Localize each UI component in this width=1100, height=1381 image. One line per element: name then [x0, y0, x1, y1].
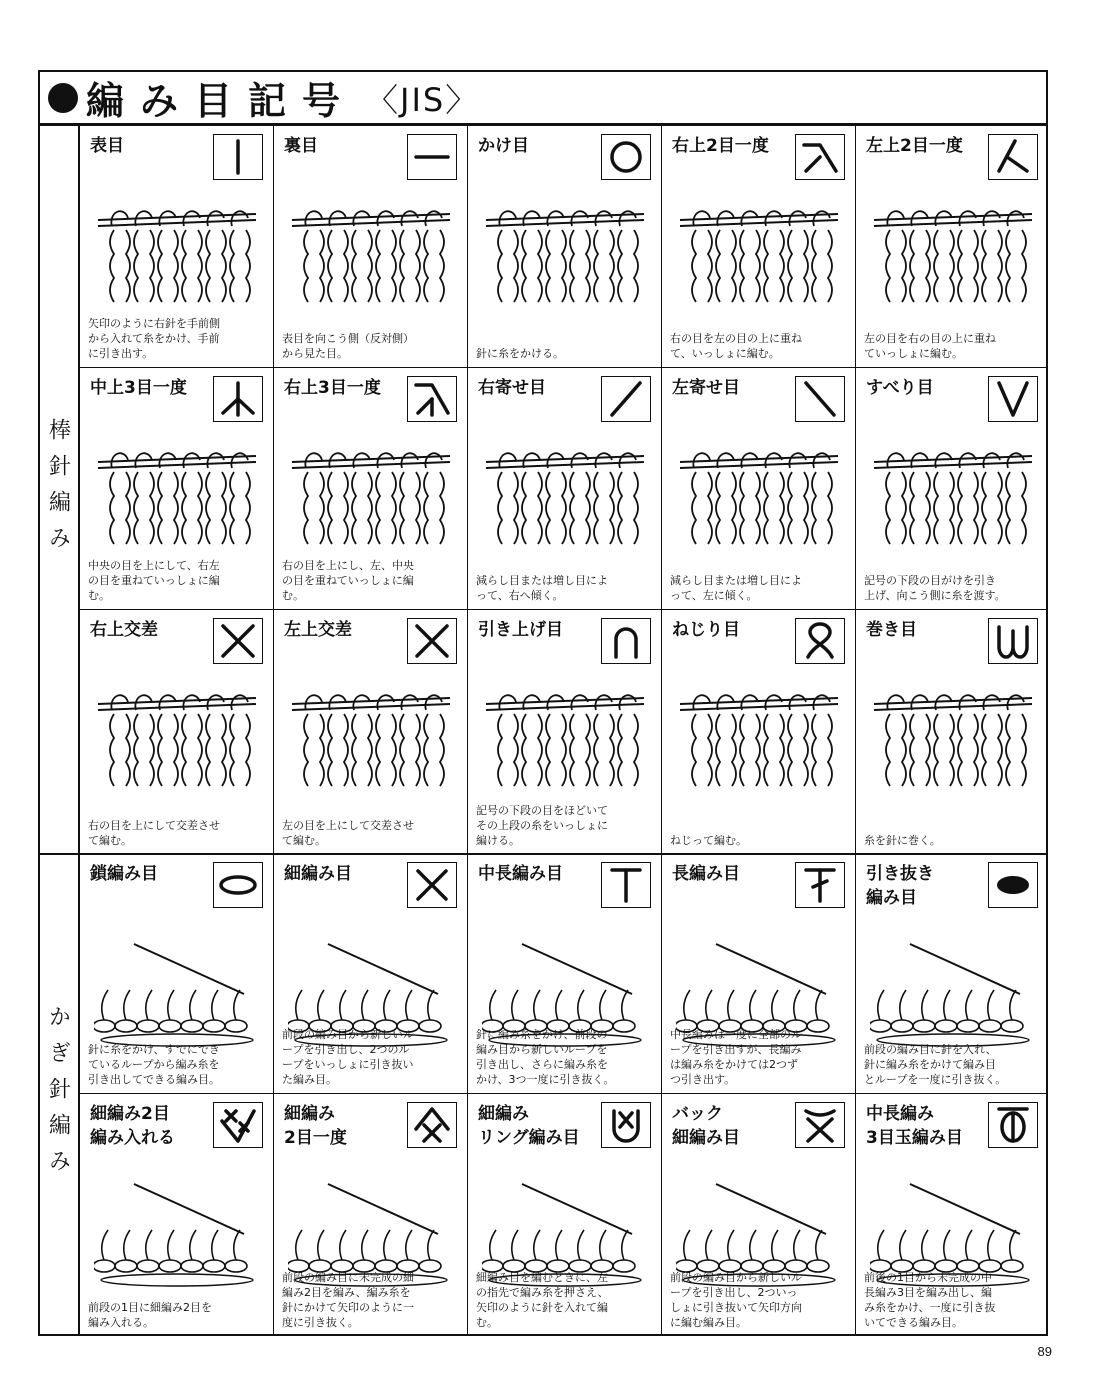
center-k3tog-symbol-icon	[213, 376, 263, 422]
stitch-cell	[468, 1094, 662, 1336]
section-crochet	[38, 854, 80, 1336]
stitch-name: 中長編み 3目玉編み目	[866, 1104, 963, 1148]
stitch-illustration	[482, 674, 648, 790]
stitch-cell	[662, 1094, 856, 1336]
stitch-illustration	[94, 934, 260, 1050]
stitch-description: 左の目を右の目の上に重ね ていっしょに編む。	[864, 332, 996, 360]
stitch-description: 右の目を上にし、左、中央 の目を重ねていっしょに編 む。	[282, 559, 414, 602]
stitch-cell	[274, 610, 468, 854]
stitch-name: 中長編み目	[478, 864, 563, 884]
stitch-name: 左寄せ目	[672, 378, 740, 398]
right-k2tog-symbol-icon	[795, 134, 845, 180]
stitch-cell	[274, 1094, 468, 1336]
section-label: かぎ針編み	[45, 1005, 71, 1185]
stitch-description: 細編み目を編むときに、左 の指先で編み糸を押さえ、 矢印のように針を入れて編 む。	[476, 1271, 609, 1329]
stitch-cell	[468, 368, 662, 610]
stitch-cell	[662, 854, 856, 1094]
stitch-name: 長編み目	[672, 864, 740, 884]
stitch-name: 左上2目一度	[866, 136, 963, 156]
stitch-description: 記号の下段の目がけを引き 上げ、向こう側に糸を渡す。	[864, 574, 1006, 602]
stitch-illustration	[482, 432, 648, 548]
stitch-name: 鎖編み目	[90, 864, 158, 884]
stitch-description: 針に編み糸をかけ、前段の 編み目から新しいループを 引き出し、さらに編み糸を かけ、3つ一度に引き抜く。	[476, 1028, 615, 1086]
stitch-cell	[468, 854, 662, 1094]
stitch-description: 矢印のように右針を手前側 から入れて糸をかけ、手前 に引き出す。	[88, 317, 220, 360]
stitch-cell	[856, 1094, 1048, 1336]
stitch-cell	[856, 368, 1048, 610]
stitch-cell	[468, 126, 662, 368]
stitch-illustration	[870, 934, 1036, 1050]
stitch-name: 右寄せ目	[478, 378, 546, 398]
reverse-sc-symbol-icon	[795, 1102, 845, 1148]
stitch-cell	[468, 610, 662, 854]
stitch-description: 前段の編み目から新しいル ープを引き出し、2つのル ープをいっしょに引き抜い た編み目。	[282, 1028, 414, 1086]
stitch-name: 巻き目	[866, 620, 917, 640]
stitch-illustration	[676, 190, 842, 306]
stitch-description: 左の目を上にして交差させ て編む。	[282, 819, 414, 847]
stitch-description: 中央の目を上にして、右左 の目を重ねていっしょに編 む。	[88, 559, 220, 602]
stitch-description: 前段の編み目から新しいル ープを引き出し、2ついっ しょに引き抜いて矢印方向 に編む編み目。	[670, 1271, 802, 1329]
stitch-name: すべり目	[866, 378, 934, 398]
stitch-illustration	[94, 190, 260, 306]
tuck-symbol-icon	[601, 618, 651, 664]
sc-increase-symbol-icon	[213, 1102, 263, 1148]
page-title: 編み目記号	[86, 79, 357, 123]
stitch-description: 右の目を左の目の上に重ね て、いっしょに編む。	[670, 332, 802, 360]
stitch-name: 細編み 2目一度	[284, 1104, 347, 1148]
stitch-illustration	[676, 674, 842, 790]
stitch-illustration	[288, 674, 454, 790]
stitch-description: 針に糸をかけ、すでにでき ているループから編み糸を 引き出してできる編み目。	[88, 1043, 220, 1086]
page-number: 89	[1037, 1344, 1052, 1359]
stitch-illustration	[870, 674, 1036, 790]
stitch-illustration	[94, 432, 260, 548]
stitch-cell	[80, 854, 274, 1094]
stitch-cell	[274, 126, 468, 368]
stitch-illustration	[870, 432, 1036, 548]
stitch-illustration	[94, 1174, 260, 1290]
stitch-name: 右上交差	[90, 620, 158, 640]
bullet-icon	[48, 83, 78, 113]
double-crochet-symbol-icon	[795, 862, 845, 908]
stitch-name: 細編み2目 編み入れる	[90, 1104, 175, 1148]
puff-stitch-symbol-icon	[988, 1102, 1038, 1148]
stitch-name: かけ目	[478, 136, 529, 156]
loop-stitch-symbol-icon	[601, 1102, 651, 1148]
stitch-cell	[80, 610, 274, 854]
stitch-name: 引き上げ目	[478, 620, 563, 640]
stitch-cell	[856, 610, 1048, 854]
right-k3tog-symbol-icon	[407, 376, 457, 422]
stitch-description: 右の目を上にして交差させ て編む。	[88, 819, 220, 847]
stitch-name: 細編み目	[284, 864, 352, 884]
stitch-name: 右上2目一度	[672, 136, 769, 156]
stitch-cell	[662, 610, 856, 854]
slip-stitch-symbol-icon	[988, 862, 1038, 908]
stitch-description: 減らし目または増し目によ って、右へ傾く。	[476, 574, 608, 602]
yarn-over-symbol-icon	[601, 134, 651, 180]
slip-symbol-icon	[988, 376, 1038, 422]
single-crochet-symbol-icon	[407, 862, 457, 908]
stitch-description: ねじって編む。	[670, 834, 747, 847]
sc-decrease-symbol-icon	[407, 1102, 457, 1148]
stitch-name: 表目	[90, 136, 124, 156]
right-lean-symbol-icon	[601, 376, 651, 422]
section-label: 棒針編み	[45, 418, 71, 562]
half-double-symbol-icon	[601, 862, 651, 908]
stitch-cell	[662, 126, 856, 368]
stitch-description: 中長編みは一度に全部のル ープを引き出すが、長編み は編み糸をかけては2つず つ引き出す。	[670, 1028, 802, 1086]
knit-symbol-icon	[213, 134, 263, 180]
stitch-description: 前段の1目に細編み2目を 編み入れる。	[88, 1301, 212, 1329]
stitch-cell	[80, 368, 274, 610]
stitch-name: 左上交差	[284, 620, 352, 640]
stitch-cell	[856, 126, 1048, 368]
stitch-name: 中上3目一度	[90, 378, 187, 398]
chain-symbol-icon	[213, 862, 263, 908]
title-suffix: 〈JIS〉	[366, 80, 480, 119]
purl-symbol-icon	[407, 134, 457, 180]
twist-symbol-icon	[795, 618, 845, 664]
stitch-description: 前段の編み目に針を入れ、 針に編み糸をかけて編み目 とループを一度に引き抜く。	[864, 1043, 1007, 1086]
stitch-description: 糸を針に巻く。	[864, 834, 941, 847]
stitch-description: 表目を向こう側（反対側） から見た目。	[282, 332, 414, 360]
stitch-name: 引き抜き 編み目	[866, 864, 934, 908]
stitch-name: バック 細編み目	[672, 1104, 740, 1148]
stitch-description: 減らし目または増し目によ って、左に傾く。	[670, 574, 802, 602]
stitch-cell	[856, 854, 1048, 1094]
stitch-illustration	[288, 432, 454, 548]
stitch-cell	[274, 854, 468, 1094]
stitch-description: 針に糸をかける。	[476, 347, 564, 360]
right-cross-symbol-icon	[213, 618, 263, 664]
stitch-description: 前段の編み目に未完成の細 編み2目を編み、編み糸を 針にかけて矢印のように一 度に引き抜く。	[282, 1271, 414, 1329]
title-bar	[38, 70, 1048, 126]
left-k2tog-symbol-icon	[988, 134, 1038, 180]
stitch-illustration	[94, 674, 260, 790]
stitch-name: 右上3目一度	[284, 378, 381, 398]
stitch-cell	[80, 1094, 274, 1336]
stitch-illustration	[482, 190, 648, 306]
stitch-cell	[662, 368, 856, 610]
left-lean-symbol-icon	[795, 376, 845, 422]
left-cross-symbol-icon	[407, 618, 457, 664]
stitch-name: 細編み リング編み目	[478, 1104, 580, 1148]
stitch-illustration	[288, 190, 454, 306]
section-knitting	[38, 126, 80, 854]
stitch-cell	[274, 368, 468, 610]
stitch-name: ねじり目	[672, 620, 740, 640]
stitch-cell	[80, 126, 274, 368]
stitch-description: 記号の下段の目をほどいて その上段の糸をいっしょに 編ける。	[476, 804, 608, 847]
stitch-description: 前後の1目から未完成の中 長編み3目を編み出し、編 み糸をかけ、一度に引き抜 いてできる編み目。	[864, 1271, 996, 1329]
stitch-name: 裏目	[284, 136, 318, 156]
wrap-symbol-icon	[988, 618, 1038, 664]
stitch-illustration	[676, 432, 842, 548]
stitch-illustration	[870, 190, 1036, 306]
